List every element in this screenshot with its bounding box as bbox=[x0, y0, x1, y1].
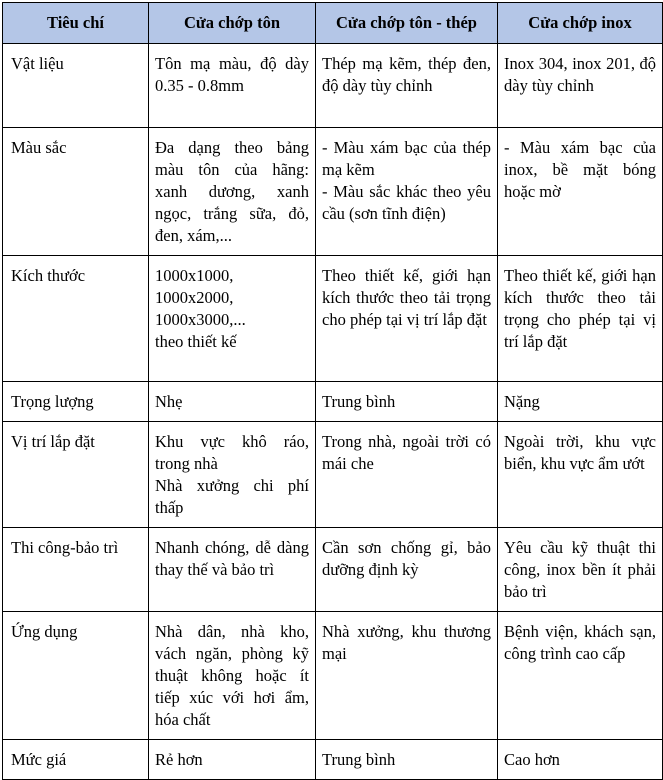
header-criteria: Tiêu chí bbox=[3, 3, 149, 44]
cell-line: Trung bình bbox=[322, 392, 396, 411]
comparison-table bbox=[2, 2, 663, 780]
ton-cell bbox=[149, 44, 316, 128]
header-row bbox=[3, 3, 663, 44]
criterion-cell: Màu sắc bbox=[3, 128, 149, 256]
cell-line: Trung bình bbox=[322, 750, 396, 769]
inox-cell bbox=[498, 44, 663, 128]
ton-thep-cell bbox=[316, 382, 498, 422]
table-row bbox=[3, 422, 663, 528]
cell-line: Rẻ hơn bbox=[155, 750, 203, 769]
cell-line: Đa dạng theo bảng màu tôn của hãng: xanh dương, xanh ngọc, trắng sữa, đỏ, đen, xám,... bbox=[155, 138, 309, 245]
ton-thep-cell bbox=[316, 528, 498, 612]
criterion-cell: Mức giá bbox=[3, 740, 149, 780]
inox-cell bbox=[498, 612, 663, 740]
ton-cell bbox=[149, 256, 316, 382]
table-row bbox=[3, 612, 663, 740]
criterion-cell: Kích thước bbox=[3, 256, 149, 382]
table-row bbox=[3, 528, 663, 612]
cell-line: Nhanh chóng, dễ dàng thay thế và bảo trì bbox=[155, 538, 309, 579]
cell-line: Cao hơn bbox=[504, 750, 560, 769]
ton-thep-cell bbox=[316, 740, 498, 780]
ton-cell bbox=[149, 528, 316, 612]
cell-line: Yêu cầu kỹ thuật thi công, inox bền ít phải bảo trì bbox=[504, 538, 656, 601]
cell-line: theo thiết kế bbox=[155, 332, 237, 351]
cell-line: Tôn mạ màu, độ dày 0.35 - 0.8mm bbox=[155, 54, 309, 95]
table-body bbox=[3, 44, 663, 780]
cell-line: Ngoài trời, khu vực biển, khu vực ẩm ướt bbox=[504, 432, 656, 473]
table-row bbox=[3, 44, 663, 128]
inox-cell bbox=[498, 740, 663, 780]
criterion-cell: Trọng lượng bbox=[3, 382, 149, 422]
header-ton: Cửa chớp tôn bbox=[149, 3, 316, 44]
table-row bbox=[3, 740, 663, 780]
ton-thep-cell bbox=[316, 612, 498, 740]
cell-line: Thép mạ kẽm, thép đen, độ dày tùy chỉnh bbox=[322, 54, 491, 95]
ton-thep-cell bbox=[316, 44, 498, 128]
cell-line: 1000x1000, bbox=[155, 266, 234, 285]
ton-cell bbox=[149, 128, 316, 256]
cell-line: Trong nhà, ngoài trời có mái che bbox=[322, 432, 491, 473]
inox-cell bbox=[498, 256, 663, 382]
header-ton-thep: Cửa chớp tôn - thép bbox=[316, 3, 498, 44]
cell-line: Nhà dân, nhà kho, vách ngăn, phòng kỹ thuật không hoặc ít tiếp xúc với hơi ẩm, hóa chất bbox=[155, 622, 309, 729]
cell-line: Bệnh viện, khách sạn, công trình cao cấp bbox=[504, 622, 656, 663]
cell-line: Theo thiết kế, giới hạn kích thước theo tải trọng cho phép tại vị trí lắp đặt bbox=[504, 266, 656, 351]
ton-cell bbox=[149, 740, 316, 780]
inox-cell bbox=[498, 528, 663, 612]
table-row bbox=[3, 256, 663, 382]
ton-thep-cell bbox=[316, 256, 498, 382]
ton-thep-cell bbox=[316, 422, 498, 528]
cell-line: Nhà xưởng chi phí thấp bbox=[155, 476, 309, 517]
ton-cell bbox=[149, 612, 316, 740]
cell-line: - Màu xám bạc của thép mạ kẽm bbox=[322, 138, 491, 179]
cell-line: Nhà xưởng, khu thương mại bbox=[322, 622, 491, 663]
ton-thep-cell bbox=[316, 128, 498, 256]
criterion-cell: Thi công-bảo trì bbox=[3, 528, 149, 612]
cell-line: Nặng bbox=[504, 392, 540, 411]
cell-line: Khu vực khô ráo, trong nhà bbox=[155, 432, 309, 473]
header-inox: Cửa chớp inox bbox=[498, 3, 663, 44]
cell-line: Inox 304, inox 201, độ dày tùy chỉnh bbox=[504, 54, 656, 95]
cell-line: Cần sơn chống gỉ, bảo dưỡng định kỳ bbox=[322, 538, 491, 579]
ton-cell bbox=[149, 422, 316, 528]
cell-line: Theo thiết kế, giới hạn kích thước theo tải trọng cho phép tại vị trí lắp đặt bbox=[322, 266, 491, 329]
cell-line: - Màu xám bạc của inox, bề mặt bóng hoặc mờ bbox=[504, 138, 656, 201]
cell-line: 1000x3000,... bbox=[155, 310, 246, 329]
criterion-cell: Vật liệu bbox=[3, 44, 149, 128]
inox-cell bbox=[498, 422, 663, 528]
inox-cell bbox=[498, 128, 663, 256]
cell-line: - Màu sắc khác theo yêu cầu (sơn tĩnh điện) bbox=[322, 182, 491, 223]
cell-line: 1000x2000, bbox=[155, 288, 234, 307]
criterion-cell: Vị trí lắp đặt bbox=[3, 422, 149, 528]
criterion-cell: Ứng dụng bbox=[3, 612, 149, 740]
table-header bbox=[3, 3, 663, 44]
cell-line: Nhẹ bbox=[155, 392, 183, 411]
inox-cell bbox=[498, 382, 663, 422]
ton-cell bbox=[149, 382, 316, 422]
table-row bbox=[3, 382, 663, 422]
table-row bbox=[3, 128, 663, 256]
